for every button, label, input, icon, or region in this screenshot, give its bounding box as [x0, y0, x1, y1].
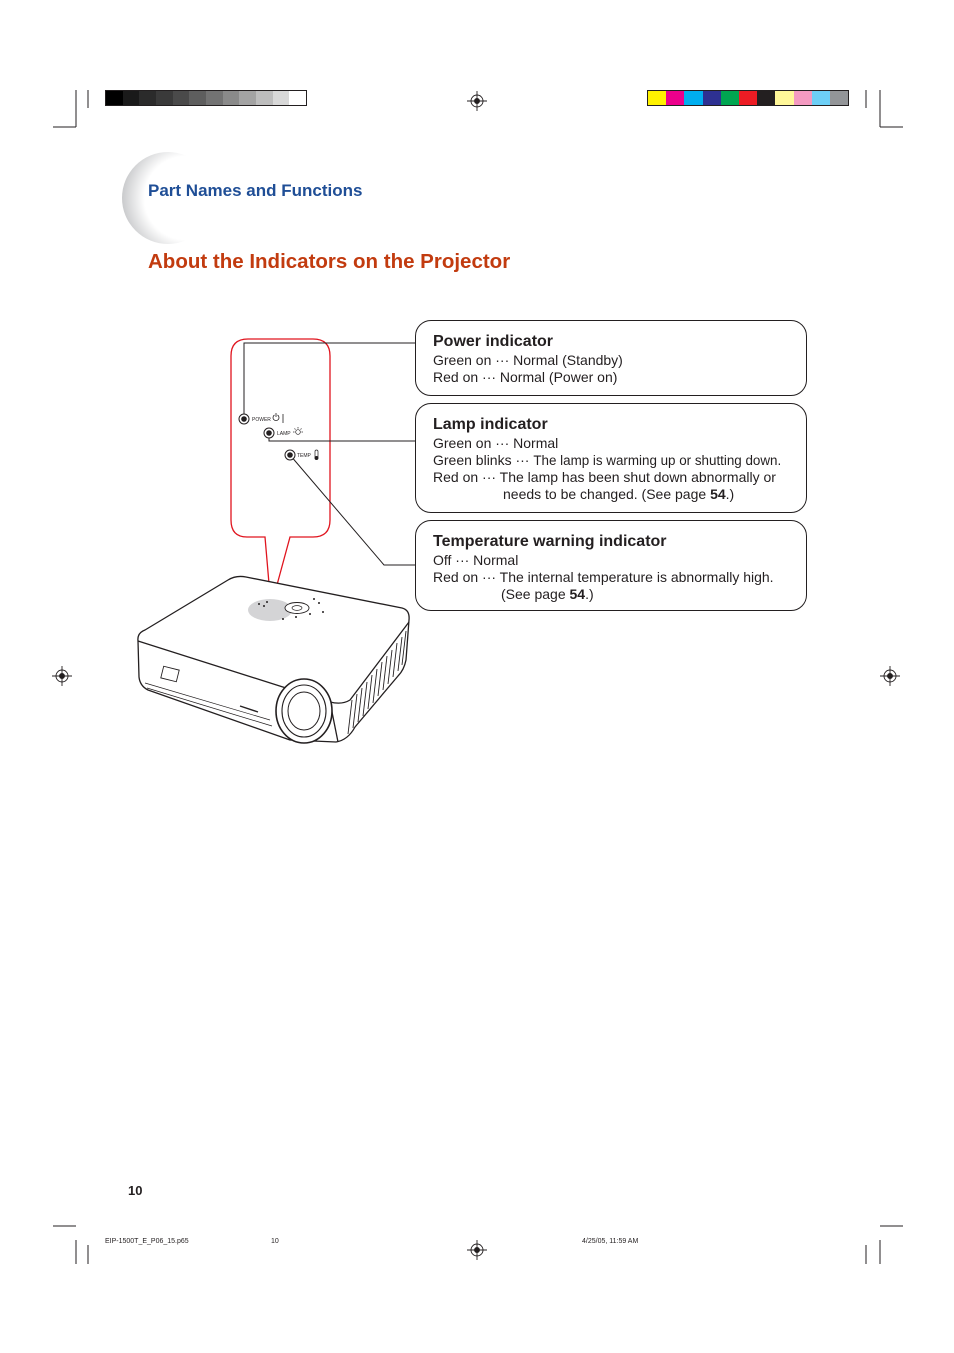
temp-red-desc: Red on ··· The internal temperature is abnormally high. [433, 569, 774, 585]
lamp-indicator-callout [415, 403, 807, 513]
footer-timestamp: 4/25/05, 11:59 AM [582, 1238, 639, 1245]
page-reference-link: 54 [569, 586, 586, 602]
lens-icon [276, 679, 332, 743]
lamp-led-icon [264, 428, 274, 438]
lamp-green-desc: Green on ··· Normal [433, 435, 559, 451]
power-green-desc: Green on ··· Normal (Standby) [433, 352, 623, 368]
temp-red-desc-cont: (See page 54.) [501, 586, 594, 602]
zoom-highlight-outline [231, 339, 330, 607]
power-panel-label: POWER [252, 417, 271, 423]
power-indicator-callout [415, 320, 807, 396]
lamp-indicator-title: Lamp indicator [433, 416, 548, 433]
lamp-red-desc-cont: needs to be changed. (See page 54.) [503, 486, 735, 502]
lamp-red-desc: Red on ··· The lamp has been shut down abnormally or [433, 469, 776, 485]
section-header: Part Names and Functions [148, 181, 363, 200]
temperature-indicator-callout [415, 520, 807, 611]
temp-off-desc: Off ··· Normal [433, 552, 519, 568]
lamp-blink-desc: Green blinks ··· The lamp is warming up or shutting down. [433, 452, 782, 468]
footer-file-name: EIP-1500T_E_P06_15.p65 [105, 1238, 189, 1245]
power-red-desc: Red on ··· Normal (Power on) [433, 369, 618, 385]
power-led-icon [239, 414, 249, 424]
page-reference-link: 54 [710, 486, 726, 502]
lamp-panel-label: LAMP [277, 431, 291, 437]
power-indicator-title: Power indicator [433, 333, 554, 350]
page-title: About the Indicators on the Projector [148, 250, 511, 273]
page-number: 10 [128, 1183, 143, 1198]
temp-led-icon [285, 450, 295, 460]
temp-panel-label: TEMP [297, 453, 311, 459]
temperature-indicator-title: Temperature warning indicator [433, 533, 667, 550]
footer-page: 10 [271, 1238, 279, 1245]
